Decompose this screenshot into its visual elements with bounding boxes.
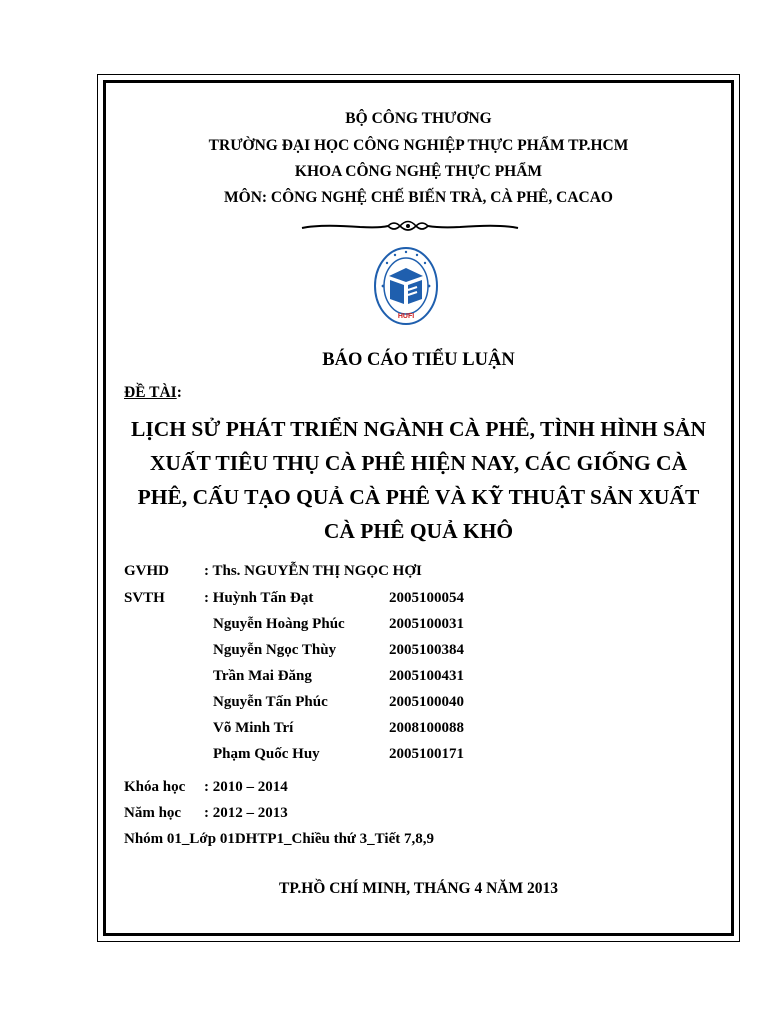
logo-text: HUFI bbox=[397, 313, 415, 320]
student-id: 2005100031 bbox=[389, 616, 464, 632]
student-id: 2005100384 bbox=[389, 642, 464, 658]
student-name: Nguyễn Hoàng Phúc bbox=[213, 616, 345, 632]
course-label: Khóa học bbox=[124, 779, 186, 795]
footer-place-date: TP.HỒ CHÍ MINH, THÁNG 4 NĂM 2013 bbox=[278, 880, 558, 897]
topic-line-2: XUẤT TIÊU THỤ CÀ PHÊ HIỆN NAY, CÁC GIỐNG CÀ bbox=[149, 451, 688, 475]
student-id: 2005100040 bbox=[389, 694, 464, 710]
topic-line-3: PHÊ, CẤU TẠO QUẢ CÀ PHÊ VÀ KỸ THUẬT SẢN XUẤT bbox=[137, 485, 700, 509]
gvhd-value: : Ths. NGUYỄN THỊ NGỌC HỢI bbox=[204, 563, 422, 579]
ministry-heading: BỘ CÔNG THƯƠNG bbox=[345, 110, 492, 127]
topic-label bbox=[124, 384, 182, 402]
hufi-logo-icon bbox=[373, 246, 439, 326]
student-name: Võ Minh Trí bbox=[213, 720, 294, 736]
student-name: : Huỳnh Tấn Đạt bbox=[204, 590, 314, 606]
student-id: 2005100054 bbox=[389, 590, 464, 606]
topic-label-colon: : bbox=[176, 384, 182, 401]
student-name: Nguyễn Tấn Phúc bbox=[213, 694, 328, 710]
topic-label-text: ĐỀ TÀI bbox=[124, 384, 177, 401]
student-name: Nguyễn Ngọc Thùy bbox=[213, 642, 337, 658]
school-year-label: Năm học bbox=[124, 805, 182, 821]
course-value: : 2010 – 2014 bbox=[204, 779, 288, 795]
student-id: 2005100171 bbox=[389, 746, 464, 762]
subject-heading: MÔN: CÔNG NGHỆ CHẾ BIẾN TRÀ, CÀ PHÊ, CACAO bbox=[224, 189, 613, 206]
ornament-divider-icon bbox=[300, 214, 520, 240]
report-title: BÁO CÁO TIỂU LUẬN bbox=[322, 350, 515, 370]
faculty-heading: KHOA CÔNG NGHỆ THỰC PHẨM bbox=[294, 163, 543, 180]
group-class-line: Nhóm 01_Lớp 01DHTP1_Chiều thứ 3_Tiết 7,8,9 bbox=[124, 831, 434, 847]
svth-label: SVTH bbox=[124, 590, 165, 606]
student-name: Phạm Quốc Huy bbox=[213, 746, 320, 762]
student-id: 2008100088 bbox=[389, 720, 464, 736]
student-name: Trần Mai Đăng bbox=[213, 668, 312, 684]
topic-line-4: CÀ PHÊ QUẢ KHÔ bbox=[323, 519, 514, 543]
school-year-value: : 2012 – 2013 bbox=[204, 805, 288, 821]
gvhd-label: GVHD bbox=[124, 563, 169, 579]
student-id: 2005100431 bbox=[389, 668, 464, 684]
university-heading: TRƯỜNG ĐẠI HỌC CÔNG NGHIỆP THỰC PHẨM TP.HCM bbox=[208, 137, 629, 154]
topic-line-1: LỊCH SỬ PHÁT TRIỂN NGÀNH CÀ PHÊ, TÌNH HÌNH SẢN bbox=[130, 417, 707, 441]
